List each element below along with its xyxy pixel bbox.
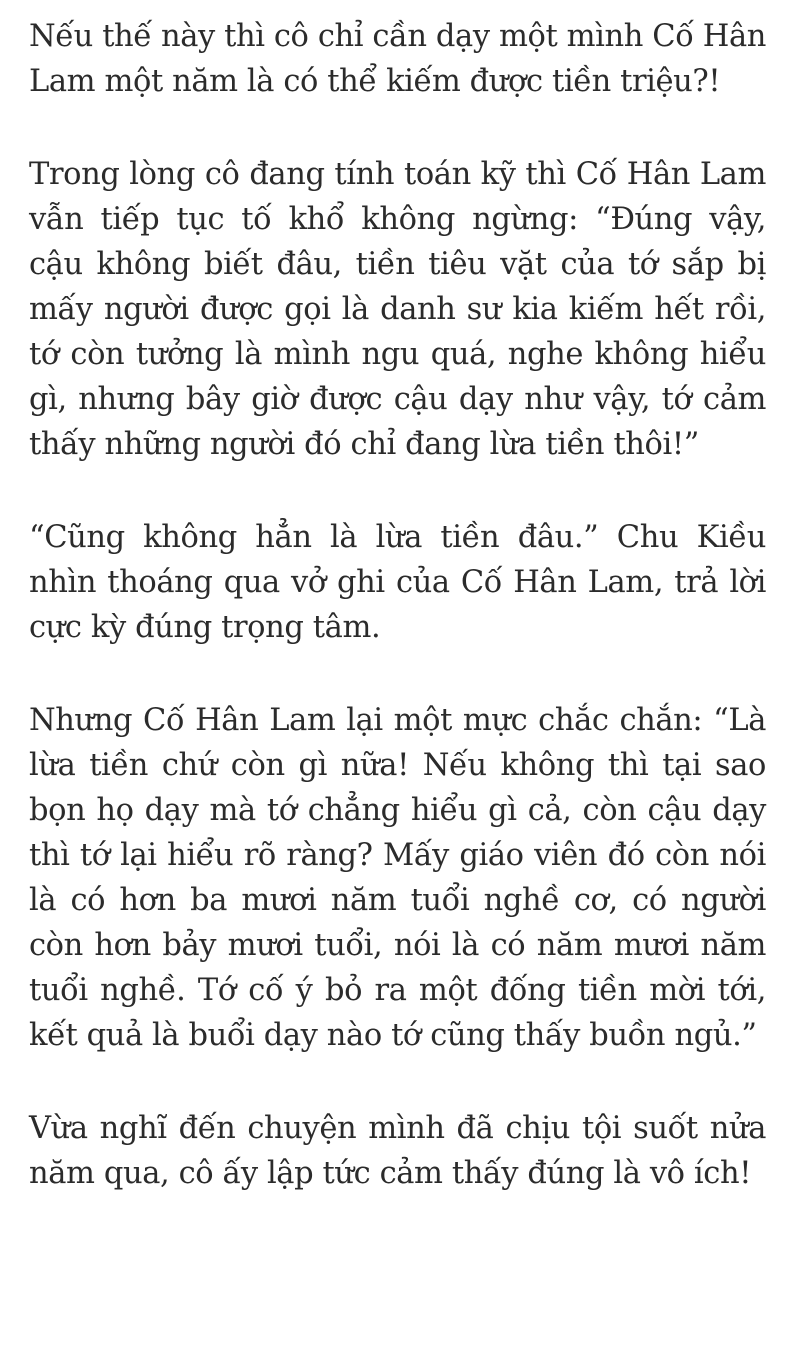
paragraph-4: Nhưng Cố Hân Lam lại một mực chắc chắn: “Là lừa tiền chứ còn gì nữa! Nếu không thì tại sao bọn họ dạy mà tớ chẳng hiểu gì cả, còn cậu dạy thì tớ lại hiểu rõ ràng? Mấy giáo viên đó còn nói là có hơn ba mươi năm tuổi nghề cơ, có người còn hơn bảy mươi tuổi, nói là có năm mươi năm tuổi nghề. Tớ cố ý bỏ ra một đống tiền mời tới, kết quả là buổi dạy nào tớ cũng thấy buồn ngủ.” [29, 703, 766, 1053]
paragraph-2: Trong lòng cô đang tính toán kỹ thì Cố Hân Lam vẫn tiếp tục tố khổ không ngừng: “Đúng vậy, cậu không biết đâu, tiền tiêu vặt của tớ sắp bị mấy người được gọi là danh sư kia kiếm hết rồi, tớ còn tưởng là mình ngu quá, nghe không hiểu gì, nhưng bây giờ được cậu dạy như vậy, tớ cảm thấy những người đó chỉ đang lừa tiền thôi!” [29, 157, 766, 462]
paragraph-1: Nếu thế này thì cô chỉ cần dạy một mình Cố Hân Lam một năm là có thể kiếm được tiền triệu?! [29, 19, 766, 99]
paragraph-5: Vừa nghĩ đến chuyện mình đã chịu tội suốt nửa năm qua, cô ấy lập tức cảm thấy đúng là vô ích! [29, 1111, 766, 1191]
paragraph-3: “Cũng không hẳn là lừa tiền đâu.” Chu Kiều nhìn thoáng qua vở ghi của Cố Hân Lam, trả lời cực kỳ đúng trọng tâm. [29, 520, 766, 645]
